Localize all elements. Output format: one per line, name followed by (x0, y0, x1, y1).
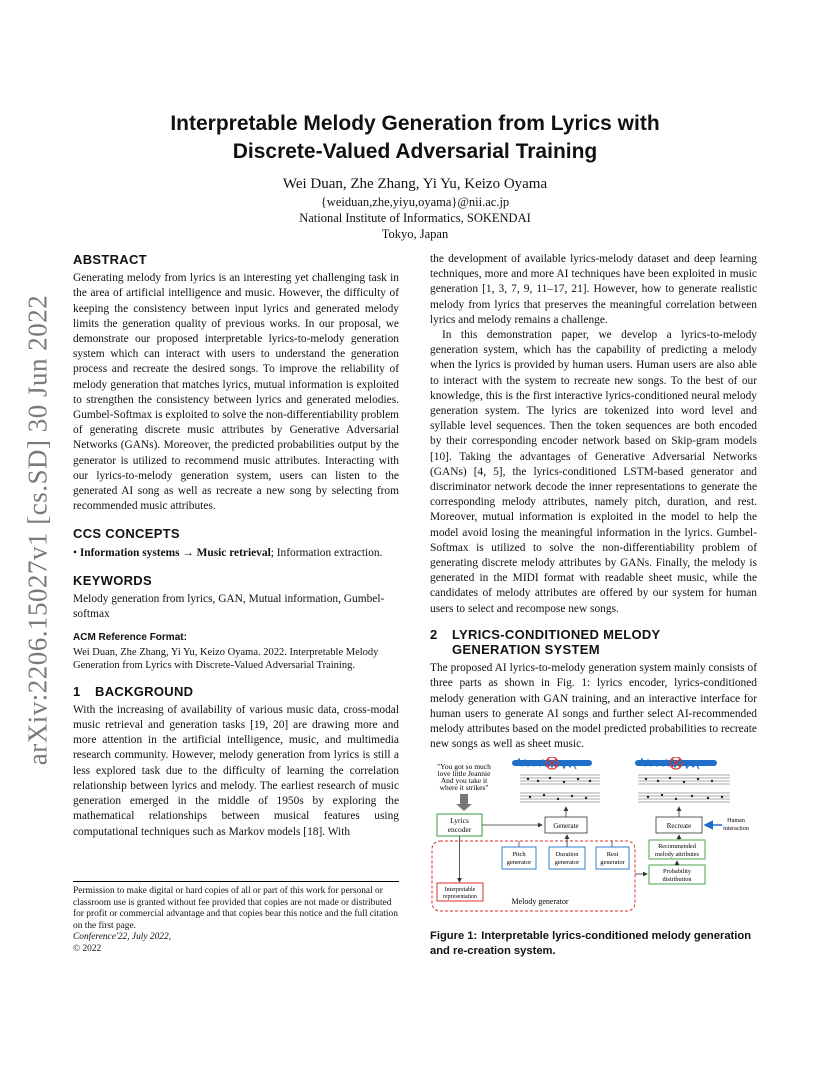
abstract-text: Generating melody from lyrics is an interesting yet challenging task in the area of artificial intelligence and music. However, the difficulty of keeping the consistency between input lyrics and generated melody limits the generation quality of previous works. In our proposal, we demonstrate our proposed interpretable lyrics-to-melody generation system which can interact with users to understand the generation process and recreate the desired songs. To improve the reliability of melody generation that matches lyrics, mutual information is exploited to strengthen the consistency between lyrics and generated melodies. Gumbel-Softmax is exploited to solve the non-differentiability problem of generating discrete music attributes by Generative Adversarial Networks (GANs). Moreover, the predicted probabilities output by the generator is utilized to recommend music attributes. Interacting with our lyrics-to-melody generation system, users can listen to the generated AI song as well as recreate a new song by selecting from recommended music attributes. (73, 272, 399, 513)
background-section-number: 1 (73, 683, 81, 699)
system-figure (430, 757, 757, 922)
lyrics-encoder-label-2: encoder (447, 825, 472, 834)
right-column (430, 252, 757, 753)
permission-text: Permission to make digital or hard copies of all or part of this work for personal or classroom use is granted without fee provided that copies are not made or distributed for profit or commercial advantage and that copies bear this notice and the full citation on the first page. (73, 886, 398, 931)
copyright-year: © 2022 (73, 943, 102, 954)
generate-label: Generate (553, 822, 579, 830)
background-heading (73, 684, 399, 699)
figure-caption (430, 929, 757, 959)
acm-reference-heading: ACM Reference Format: (73, 632, 187, 644)
recreate-label: Recreate (666, 822, 692, 830)
ccs-rest: ; Information extraction. (270, 546, 383, 559)
section2-paragraph: The proposed AI lyrics-to-melody generation system mainly consists of three parts as shown in Fig. 1: lyrics encoder, lyrics-conditioned melody generation with GAN training, and an interactive interface for human users to generate AI songs and further select AI-recommended melody attributes based on the model predicted probabilities to recreate new songs as well as sheet music. (430, 662, 757, 751)
title-line-2: Discrete-Valued Adversarial Training (232, 140, 598, 163)
recommended-label-2: melody attributes (655, 851, 699, 858)
authors: Wei Duan, Zhe Zhang, Yi Yu, Keizo Oyama (282, 176, 548, 192)
rest-label-1: Rest (606, 851, 619, 858)
lyrics-line-4: where it strikes" (439, 783, 489, 792)
conference-venue: Conference'22, July 2022, (73, 932, 171, 942)
ccs-arrow: → (179, 546, 197, 559)
section2-number: 2 (430, 626, 438, 642)
notes-right (645, 777, 723, 800)
intro-paragraph-1: the development of available lyrics-melody dataset and deep learning techniques, more and more AI techniques have been exploited in music generation [1, 3, 7, 9, 11–17, 21]. However, how to generate realistic melody from lyrics that preserves the meaningful correlation between lyrics and melody remains a challenge. (430, 253, 757, 326)
affiliation (100, 194, 730, 242)
human-label-1: Human (727, 818, 745, 824)
pitch-label-2: generator (506, 859, 532, 866)
pitch-label-1: Pitch (512, 851, 526, 858)
figure-caption-text: Interpretable lyrics-conditioned melody generation and re-creation system. (430, 930, 752, 957)
lyrics-line-1: "You got so much (437, 762, 491, 771)
waveform-right (635, 757, 717, 769)
arxiv-identifier-sidebar (18, 290, 58, 770)
waveform-left (512, 757, 592, 769)
ccs-concept-2: Music retrieval (196, 546, 271, 559)
institute: National Institute of Informatics, SOKENDAI (299, 211, 531, 225)
sheet-music-right (638, 775, 730, 802)
figure-caption-label: Figure 1: (430, 930, 478, 942)
ccs-bullet: • (73, 546, 77, 559)
section2-heading-line2: GENERATION SYSTEM (452, 642, 600, 658)
interpretable-label-2: representation (443, 894, 477, 900)
rest-label-2: generator (600, 859, 625, 866)
recommended-label-1: Recommended (658, 843, 696, 850)
abstract-heading: ABSTRACT (73, 252, 147, 267)
section2-heading (430, 627, 757, 657)
human-label-2: interaction (723, 826, 749, 832)
ccs-heading: CCS CONCEPTS (73, 526, 180, 542)
title-line-1: Interpretable Melody Generation from Lyrics with (170, 112, 660, 135)
sheet-music-left (520, 775, 600, 802)
lyrics-encoder-label-1: Lyrics (450, 816, 469, 825)
notes-left (527, 777, 591, 800)
ccs-concepts (73, 546, 399, 561)
paper-title (100, 110, 730, 166)
lyrics-line-2: love little Jeannie (437, 769, 491, 778)
duration-label-2: generator (554, 859, 580, 866)
melody-generator-label: Melody generator (511, 897, 569, 906)
intro-paragraph-2: In this demonstration paper, we develop a lyrics-to-melody generation system, which has the capability of predicting a melody when the lyrics is provided by human users. Human users are also able to interact with the system to recreate new songs. To the best of our knowledge, this is the first interactive lyrics-conditioned neural melody generation system. The lyrics are tokenized into word level and syllable level sequences. Then the token sequences are both encoded by their corresponding encoder network based on Skip-gram models [10]. Taking the advantages of Generative Adversarial Networks (GANs) [4, 5], the lyrics-conditioned LSTM-based generator and discriminator network decode the inner representations to generate the corresponding melody attributes, namely pitch, duration, and rest. Moreover, mutual information is exploited in the model to help the model avoid losing the meaningful information in the lyrics. Gumbel-Softmax is utilized to solve the non-differentiability problem of generating discrete melody attributes by GANs. Finally, the melody is generated in the MIDI format with readable sheet music, while the candidates of melody attributes are offered by our system for human users to select and recompose new songs. (430, 329, 757, 615)
interpretable-label-1: Interpretable (444, 887, 476, 893)
left-column (73, 252, 399, 840)
input-lyrics (437, 762, 491, 792)
system-diagram (430, 757, 757, 922)
section2-heading-line1: LYRICS-CONDITIONED MELODY (452, 626, 661, 642)
duration-label-1: Duration (555, 851, 579, 858)
author-emails: {weiduan,zhe,yiyu,oyama}@nii.ac.jp (320, 195, 510, 209)
acm-reference-text: Wei Duan, Zhe Zhang, Yi Yu, Keizo Oyama. 2022. Interpretable Melody Generation from Lyrics with Discrete-Valued Adversarial Training. (73, 646, 379, 671)
location: Tokyo, Japan (381, 227, 449, 241)
keywords-heading: KEYWORDS (73, 572, 152, 588)
probability-label-1: Probability (663, 868, 691, 875)
background-heading-text: BACKGROUND (95, 683, 194, 699)
arxiv-identifier: arXiv:2206.15027v1 [cs.SD] 30 Jun 2022 (22, 294, 53, 766)
keywords-text: Melody generation from lyrics, GAN, Mutual information, Gumbel-softmax (73, 593, 385, 621)
down-arrow-icon (456, 794, 472, 811)
probability-label-2: distribution (662, 876, 692, 883)
ccs-concept-1: Information systems (79, 546, 180, 559)
lyrics-line-3: And you take it (440, 776, 488, 785)
background-text: With the increasing of availability of various music data, cross-modal music retrieval and generation tasks [19, 20] are drawing more and more attention in the artificial intelligence, music, and multimedia research community. However, melody generation from lyrics is still a less explored task due to the difficulty of learning the correlation relationship between lyrics and melody. The earliest research of music generation emerged in the middle of 1950s by exploring the mathematical relationships between musical features using computational techniques such as Markov models [18]. With (73, 703, 399, 838)
copyright-footnote (73, 881, 399, 955)
